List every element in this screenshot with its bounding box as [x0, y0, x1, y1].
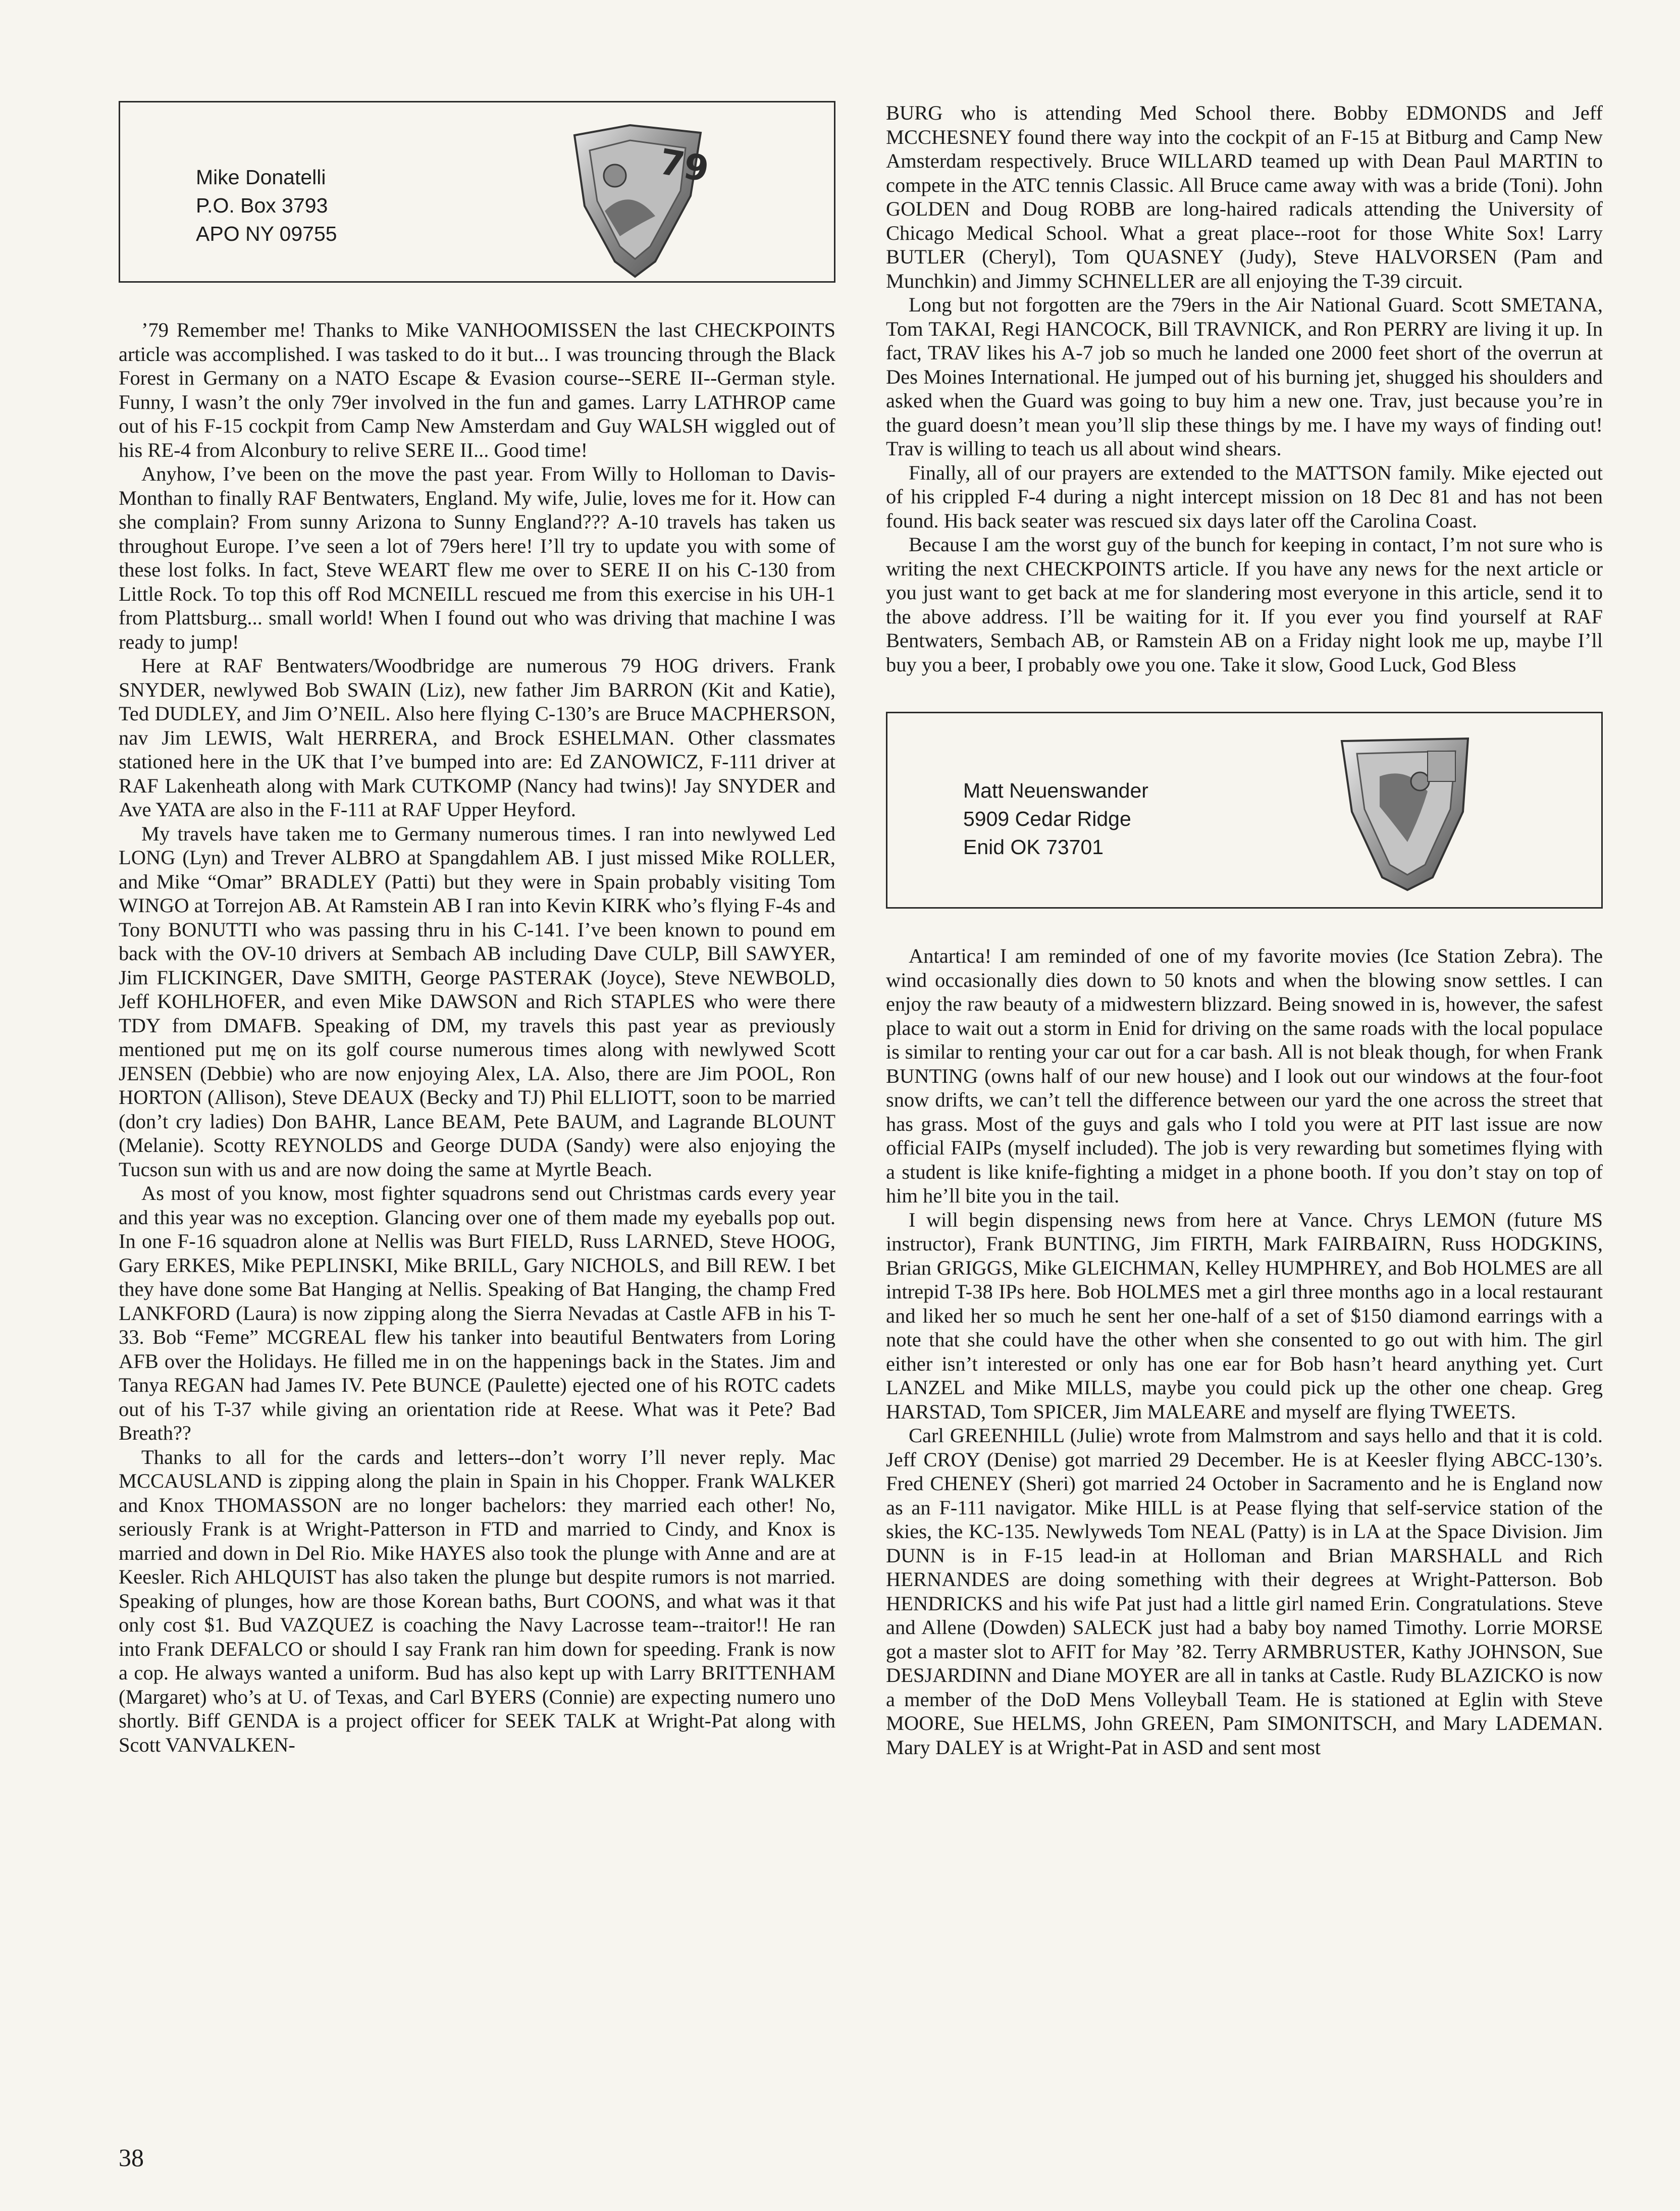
- address-block: [196, 163, 337, 248]
- address-block: [963, 776, 1148, 861]
- page-number: 38: [119, 2143, 144, 2172]
- article-paragraph: ’79 Remember me! Thanks to Mike VANHOOMISSEN the last CHECKPOINTS article was accomplished. I was tasked to do it but... I was trouncing through the Black Forest in Germany on a NATO Escape & Evasion course--SERE II--German style. Funny, I wasn’t the only 79er involved in the fun and games. Larry LATHROP came out of his F-15 cockpit from Camp New Amsterdam and Guy WALSH wiggled out of his RE-4 from Alconbury to relive SERE II... Good time!: [119, 319, 835, 461]
- address-name: Matt Neuenswander: [963, 779, 1148, 802]
- article-paragraph: I will begin dispensing news from here at Vance. Chrys LEMON (future MS instructor), Frank BUNTING, Jim FIRTH, Mark FAIRBAIRN, Russ HODGKINS, Brian GRIGGS, Mike GLEICHMAN, Kelley HUMPHREY, and Bob HOLMES are all intrepid T-38 IPs here. Bob HOLMES met a girl three months ago in a local restaurant and liked her so much he sent her one-half of a set of $150 diamond earrings with a note that she could have the other when she consented to go out with him. The girl either isn’t interested or only has one ear for Bob hasn’t heard anything yet. Curt LANZEL and Mike MILLS, maybe you could pick up the other one cheap. Greg HARSTAD, Tom SPICER, Jim MALEARE and myself are flying TWEETS.: [886, 1208, 1603, 1423]
- article-paragraph: Finally, all of our prayers are extended to the MATTSON family. Mike ejected out of his crippled F-4 during a night intercept mission on 18 Dec 81 and has not been found. His back seater was rescued six days later off the Carolina Coast.: [886, 461, 1603, 532]
- svg-text:79: 79: [656, 140, 712, 190]
- article-paragraph: Here at RAF Bentwaters/Woodbridge are numerous 79 HOG drivers. Frank SNYDER, newlywed Bob SWAIN (Liz), new father Jim BARRON (Kit and Katie), Ted DUDLEY, and Jim O’NEIL. Also here flying C-130’s are Bruce MACPHERSON, nav Jim LEWIS, Walt HERRERA, and Brock ESHELMAN. Other classmates stationed here in the UK that I’ve bumped into are: Ed ZANOWICZ, F-111 driver at RAF Lakenheath along with Mark CUTKOMP (Nancy had twins)! Jay SNYDER and Ave YATA are also in the F-111 at RAF Upper Heyford.: [119, 654, 835, 821]
- address-line: Enid OK 73701: [963, 835, 1104, 859]
- article-paragraph: My travels have taken me to Germany numerous times. I ran into newlywed Led LONG (Lyn) and Trever ALBRO at Spangdahlem AB. I just missed Mike ROLLER, and Mike “Omar” BRADLEY (Patti) but they were in Spain probably visiting Tom WINGO at Torrejon AB. At Ramstein AB I ran into Kevin KIRK who’s flying F-4s and Tony BONUTTI who was passing thru in his C-141. I’ve been known to pound em back with the OV-10 drivers at Sembach AB including Dave CULP, Bill SAWYER, Jim FLICKINGER, Dave SMITH, George PASTERAK (Joyce), Steve NEWBOLD, Jeff KOHLHOFER, and even Mike DAWSON and Rich STAPLES who were there TDY from DMAFB. Speaking of DM, my travels this past year as previously mentioned put mę on its golf course numerous times along with newlywed Scott JENSEN (Debbie) who are now enjoying Alex, LA. Also, there are Jim POOL, Ron HORTON (Allison), Steve DEAUX (Becky and TJ) Phil ELLIOTT, soon to be married (don’t cry ladies) Don BAHR, Lance BEAM, Pete BAUM, and Lagrande BLOUNT (Melanie). Scotty REYNOLDS and George DUDA (Sandy) were also enjoying the Tucson sun with us and are now doing the same at Myrtle Beach.: [119, 822, 835, 1181]
- article-paragraph: Thanks to all for the cards and letters--don’t worry I’ll never reply. Mac MCCAUSLAND is zipping along the plain in Spain in his Chopper. Frank WALKER and Knox THOMASSON are no longer bachelors: they married each other! No, seriously Frank is at Wright-Patterson in FTD and married to Cindy, and Knox is married and down in Del Rio. Mike HAYES also took the plunge with Anne and are at Keesler. Rich AHLQUIST has also taken the plunge but despite rumors is not married. Speaking of plunges, how are those Korean baths, Burt COONS, and what was it that only cost $1. Bud VAZQUEZ is coaching the Navy Lacrosse team--traitor!! He ran into Frank DEFALCO or should I say Frank ran him down for speeding. Frank is now a cop. He always wanted a uniform. Bud has also kept up with Larry BRITTENHAM (Margaret) who’s at U. of Texas, and Carl BYERS (Connie) are expecting numero uno shortly. Biff GENDA is a project officer for SEEK TALK at Wright-Pat along with Scott VANVALKEN-: [119, 1445, 835, 1756]
- article-paragraph: Long but not forgotten are the 79ers in the Air National Guard. Scott SMETANA, Tom TAKAI, Regi HANCOCK, Bill TRAVNICK, and Ron PERRY are living it up. In fact, TRAV likes his A-7 job so much he landed one 2000 feet short of the overrun at Des Moines International. He jumped out of his burning jet, shugged his shoulders and asked when the Guard was going to buy him a new one. Trav, just because you’re in the guard doesn’t mean you’ll slip these things by me. I have my ways of finding out! Trav is willing to teach us all about wind shears.: [886, 293, 1603, 460]
- address-name: Mike Donatelli: [196, 166, 326, 189]
- article-paragraph: BURG who is attending Med School there. Bobby EDMONDS and Jeff MCCHESNEY found there way into the cockpit of an F-15 at Bitburg and Camp New Amsterdam respectively. Bruce WILLARD teamed up with Dean Paul MARTIN to compete in the ATC tennis Classic. All Bruce came away with was a bride (Toni). John GOLDEN and Doug ROBB are long-haired radicals attending the University of Chicago Medical School. What a great place--root for those White Sox! Larry BUTLER (Cheryl), Tom QUASNEY (Judy), Steve HALVORSEN (Pam and Munchkin) and Jimmy SCHNELLER are all enjoying the T-39 circuit.: [886, 101, 1603, 292]
- article-paragraph: Antartica! I am reminded of one of my favorite movies (Ice Station Zebra). The wind occasionally dies down to 50 knots and when the blowing snow settles. I can enjoy the raw beauty of a midwestern blizzard. Being snowed in is, however, the safest place to wait out a storm in Enid for driving on the same roads with the local populace is similar to renting your car out for a car bash. All is not bleak though, for when Frank BUNTING (owns half of our new house) and I look out our windows at the four-foot snow drifts, we can’t tell the difference between our yard the one across the street that has grass. Most of the guys and gals who I told you were at PIT last issue are now official FAIPs (myself included). The job is very rewarding but sometimes flying with a student is like knife-fighting a midget in a phone booth. If you don’t stay on top of him he’ll bite you in the tail.: [886, 944, 1603, 1207]
- article-paragraph: As most of you know, most fighter squadrons send out Christmas cards every year and this year was no exception. Glancing over one of them made my eyeballs pop out. In one F-16 squadron alone at Nellis was Burt FIELD, Russ LARNED, Steve HOOG, Gary ERKES, Mike PEPLINSKI, Mike BRILL, Gary NICHOLS, and Bill REW. I bet they have done some Bat Hanging at Nellis. Speaking of Bat Hanging, the champ Fred LANKFORD (Laura) is now zipping along the Sierra Nevadas at Castle AFB in his T-33. Bob “Feme” MCGREAL flew his tanker into beautiful Bentwaters from Loring AFB over the Holidays. He filled me in on the happenings back in the States. Jim and Tanya REGAN had James IV. Pete BUNCE (Paulette) ejected one of his ROTC cadets out of his T-37 while giving an orientation ride at Reese. What was it Pete? Bad Breath??: [119, 1182, 835, 1444]
- right-column: [886, 101, 1603, 1759]
- class-crest-79-icon: [554, 120, 716, 282]
- address-line: 5909 Cedar Ridge: [963, 807, 1131, 830]
- article-paragraph: Anyhow, I’ve been on the move the past year. From Willy to Holloman to Davis-Monthan to finally RAF Bentwaters, England. My wife, Julie, loves me for it. How can she complain? From sunny Arizona to Sunny England??? A-10 travels has taken us throughout Europe. I’ve seen a lot of 79ers here! I’ll try to update you with some of these lost folks. In fact, Steve WEART flew me over to SERE II on his C-130 from Little Rock. To top this off Rod MCNEILL rescued me from this exercise in his UH-1 from Plattsburg... small world! When I found out who was driving that machine I was ready to jump!: [119, 462, 835, 653]
- article-paragraph: Because I am the worst guy of the bunch for keeping in contact, I’m not sure who is writing the next CHECKPOINTS article. If you have any news for the next article or you just want to get back at me for slandering most everyone in this article, send it to the above address. I’ll be waiting for it. If you ever you find yourself at RAF Bentwaters, Sembach AB, or Ramstein AB on a Friday night look me up, maybe I’ll buy you a beer, I probably owe you one. Take it slow, Good Luck, God Bless: [886, 533, 1603, 676]
- class-crest-strive-to-excel-icon: [1332, 731, 1483, 892]
- address-line: P.O. Box 3793: [196, 194, 328, 217]
- address-line: APO NY 09755: [196, 222, 337, 245]
- address-box-donatelli: [119, 101, 835, 283]
- left-column: [119, 101, 835, 1757]
- address-box-neuenswander: [886, 712, 1603, 909]
- article-paragraph: Carl GREENHILL (Julie) wrote from Malmstrom and says hello and that it is cold. Jeff CROY (Denise) got married 29 December. He is at Keesler flying ABCC-130’s. Fred CHENEY (Sheri) got married 24 October in Sacramento and he is England now as an F-111 navigator. Mike HILL is at Pease flying that self-service station of the skies, the KC-135. Newlyweds Tom NEAL (Patty) is in LA at the Space Division. Jim DUNN is in F-15 lead-in at Holloman and Brian MARSHALL and Rich HERNANDES are doing something with their degrees at Wright-Patterson. Bob HENDRICKS and his wife Pat just had a little girl named Erin. Congratulations. Steve and Allene (Dowden) SALECK just had a baby boy named Timothy. Lorrie MORSE got a master slot to AFIT for May ’82. Terry ARMBRUSTER, Kathy JOHNSON, Sue DESJARDINN and Diane MOYER are all in tanks at Castle. Rudy BLAZICKO is now a member of the DoD Mens Volleyball Team. He is stationed at Eglin with Steve MOORE, Sue HELMS, John GREEN, Pam SIMONITSCH, and Mary LADEMAN. Mary DALEY is at Wright-Pat in ASD and sent most: [886, 1424, 1603, 1759]
